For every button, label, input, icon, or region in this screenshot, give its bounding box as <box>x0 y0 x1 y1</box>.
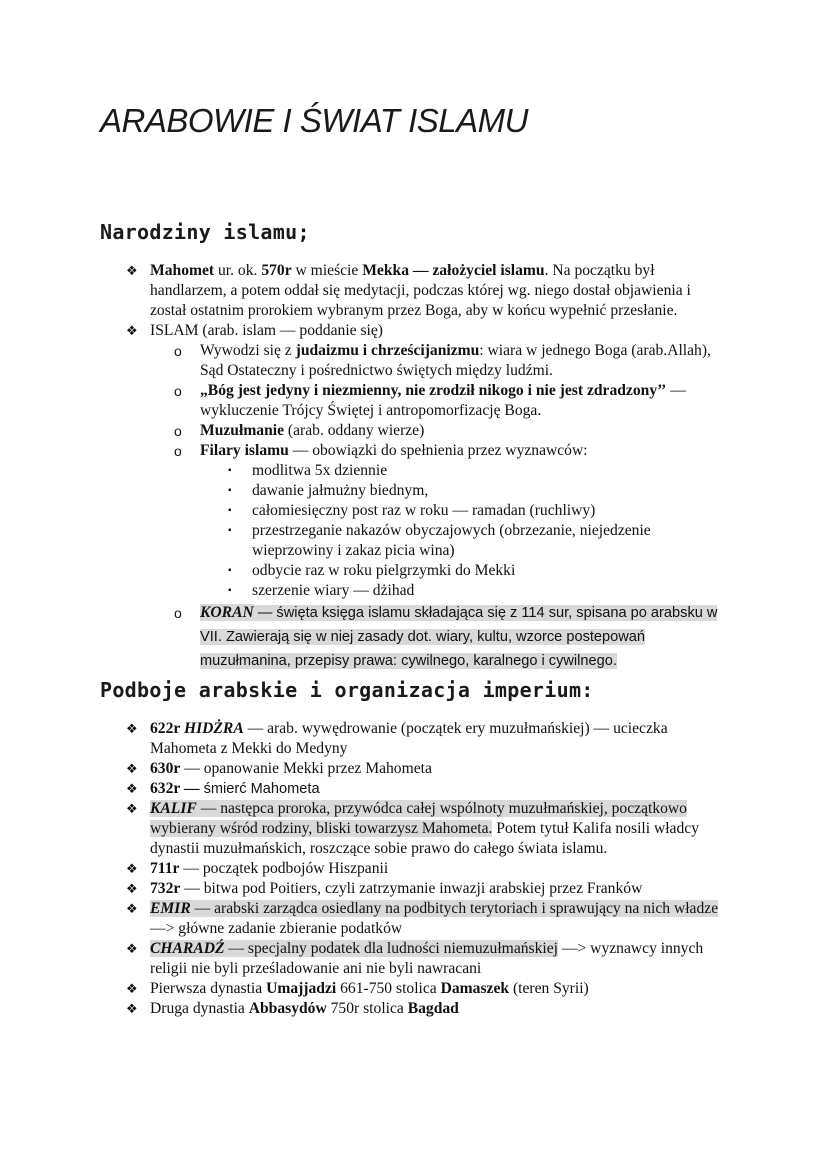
text-segment: — następca proroka, przywódca całej wspólnoty muzułmańskiej, początkowo wybierany wśród rodziny, bliski towarzysz Mahometa. <box>150 800 687 837</box>
bullet-icon: ❖ <box>126 1001 138 1016</box>
text-segment: — wykluczenie Trójcy Świętej i antropomorfizację Boga. <box>200 382 686 419</box>
bullet-icon: o <box>174 423 182 439</box>
list-item <box>228 521 730 561</box>
bold-text: judaizmu i chrześcijanizmu <box>295 342 480 359</box>
section-heading-narodziny: Narodziny islamu; <box>100 220 310 244</box>
section-list-podboje <box>0 719 828 1019</box>
list-item <box>126 899 730 939</box>
list-item <box>174 341 730 381</box>
text-segment: w mieście <box>291 262 363 279</box>
text-segment: całomiesięczny post raz w roku — ramadan (ruchliwy) <box>252 502 596 519</box>
text-segment: Pierwsza dynastia <box>150 980 267 997</box>
list-item <box>126 939 730 979</box>
list-item <box>126 261 730 321</box>
text-segment: śmierć Mahometa <box>199 781 320 797</box>
section-heading-podboje: Podboje arabskie i organizacja imperium: <box>100 678 594 702</box>
text-segment: odbycie raz w roku pielgrzymki do Mekki <box>252 562 516 579</box>
text-segment: ur. ok. <box>214 262 262 279</box>
text-segment: — specjalny podatek dla ludności niemuzułmańskiej <box>224 940 558 957</box>
list-item <box>174 381 730 421</box>
bullet-icon: o <box>174 343 182 359</box>
text-segment: — obowiązki do spełnienia przez wyznawców: <box>288 442 588 459</box>
list-item <box>174 421 730 441</box>
text-segment: 750r stolica <box>326 1000 408 1017</box>
bold-text: Umajjadzi <box>266 980 337 997</box>
bold-text: „Bóg jest jedyny i niezmienny, nie zrodził nikogo i nie jest zdradzony’’ <box>200 382 667 399</box>
list-item <box>174 601 730 673</box>
bullet-icon: ▪ <box>228 505 232 516</box>
bold-text: EMIR <box>150 900 191 917</box>
bullet-icon: ▪ <box>228 485 232 496</box>
list-item <box>126 879 730 899</box>
bold-text: Bagdad <box>407 1000 459 1017</box>
list-item <box>126 759 730 779</box>
text-segment: — początek podbojów Hiszpanii <box>179 860 389 877</box>
bold-text: 570r <box>261 262 292 279</box>
bullet-icon: o <box>174 605 182 621</box>
bullet-icon: ❖ <box>126 323 138 338</box>
bold-text: Muzułmanie <box>200 422 285 439</box>
text-segment: (arab. oddany wierze) <box>284 422 425 439</box>
bullet-icon: ❖ <box>126 781 138 796</box>
list-item <box>174 441 730 461</box>
bold-text: 622r <box>150 720 184 737</box>
list-item <box>126 321 730 341</box>
bold-text: Filary islamu <box>200 442 289 459</box>
text-segment: ISLAM (arab. islam — poddanie się) <box>150 322 383 339</box>
text-segment: modlitwa 5x dziennie <box>252 462 388 479</box>
bold-text: 732r <box>150 880 181 897</box>
bullet-icon: ❖ <box>126 881 138 896</box>
bullet-icon: ❖ <box>126 761 138 776</box>
text-segment: Wywodzi się z <box>200 342 296 359</box>
text-segment: —> główne zadanie zbieranie podatków <box>150 920 403 937</box>
list-item <box>228 461 730 481</box>
document-title: ARABOWIE I ŚWIAT ISLAMU <box>100 102 528 139</box>
text-segment: przestrzeganie nakazów obyczajowych (obrzezanie, niejedzenie wieprzowiny i zakaz picia wina) <box>252 522 651 559</box>
bullet-icon: ▪ <box>228 585 232 596</box>
bold-text: Damaszek <box>440 980 510 997</box>
bullet-icon: ❖ <box>126 721 138 736</box>
bold-text: Mekka — założyciel islamu <box>362 262 545 279</box>
text-segment: szerzenie wiary — dżihad <box>252 582 415 599</box>
bold-text: KORAN <box>200 604 254 621</box>
text-segment: — arabski zarządca osiedlany na podbitych terytoriach i sprawujący na nich władze <box>190 900 719 917</box>
list-item <box>126 719 730 759</box>
list-item <box>228 561 730 581</box>
bold-text: 630r <box>150 760 181 777</box>
bullet-icon: o <box>174 383 182 399</box>
list-item <box>126 799 730 859</box>
text-segment: Potem tytuł Kalifa nosili władcy dynastii muzułmańskich, roszczące sobie prawo do całego świata islamu. <box>150 820 699 857</box>
list-item <box>126 979 730 999</box>
text-segment: — święta księga islamu składająca się z 114 sur, spisana po arabsku w VII. Zawierają się w niej zasady dot. wiary, kultu, wzorce postepowań muzułmanina, przepisy prawa: cywilnego, karalnego i cywilnego. <box>200 605 718 669</box>
bullet-icon: ▪ <box>228 465 232 476</box>
bold-text: CHARADŹ <box>150 940 225 957</box>
bold-text: HIDŻRA <box>183 720 244 737</box>
text-segment: 661-750 stolica <box>336 980 441 997</box>
bold-text: 632r — <box>150 780 200 797</box>
bold-text: Mahomet <box>150 262 215 279</box>
bullet-icon: ❖ <box>126 263 138 278</box>
bullet-icon: o <box>174 443 182 459</box>
bullet-icon: ❖ <box>126 901 138 916</box>
bold-text: 711r <box>150 860 180 877</box>
bullet-icon: ❖ <box>126 861 138 876</box>
text-segment: Druga dynastia <box>150 1000 249 1017</box>
list-item <box>126 999 730 1019</box>
list-item <box>126 779 730 799</box>
list-item <box>228 501 730 521</box>
text-segment: : wiara w jednego Boga (arab.Allah), Sąd Ostateczny i pośrednictwo świętych między ludźmi. <box>200 342 711 379</box>
text-segment: (teren Syrii) <box>509 980 589 997</box>
list-item <box>228 481 730 501</box>
bullet-icon: ▪ <box>228 565 232 576</box>
text-segment: — bitwa pod Poitiers, czyli zatrzymanie inwazji arabskiej przez Franków <box>180 880 643 897</box>
bullet-icon: ▪ <box>228 525 232 536</box>
bullet-icon: ❖ <box>126 941 138 956</box>
list-item <box>228 581 730 601</box>
section-list-narodziny <box>0 261 828 673</box>
bullet-icon: ❖ <box>126 801 138 816</box>
text-segment: dawanie jałmużny biednym, <box>252 482 429 499</box>
list-item <box>126 859 730 879</box>
bullet-icon: ❖ <box>126 981 138 996</box>
text-segment: —> wyznawcy innych religii nie byli prześladowanie ani nie byli nawracani <box>150 940 704 977</box>
text-segment: — opanowanie Mekki przez Mahometa <box>180 760 432 777</box>
bold-text: Abbasydów <box>248 1000 327 1017</box>
text-segment: . Na początku był handlarzem, a potem oddał się medytacji, podczas której wg. niego dostał objawienia i został ostatnim prorokiem wybranym przez Boga, aby w końcu wypełnić przesłanie. <box>150 262 691 319</box>
text-segment: — arab. wywędrowanie (początek ery muzułmańskiej) — ucieczka Mahometa z Mekki do Medyny <box>150 720 668 757</box>
bold-text: KALIF <box>150 800 197 817</box>
